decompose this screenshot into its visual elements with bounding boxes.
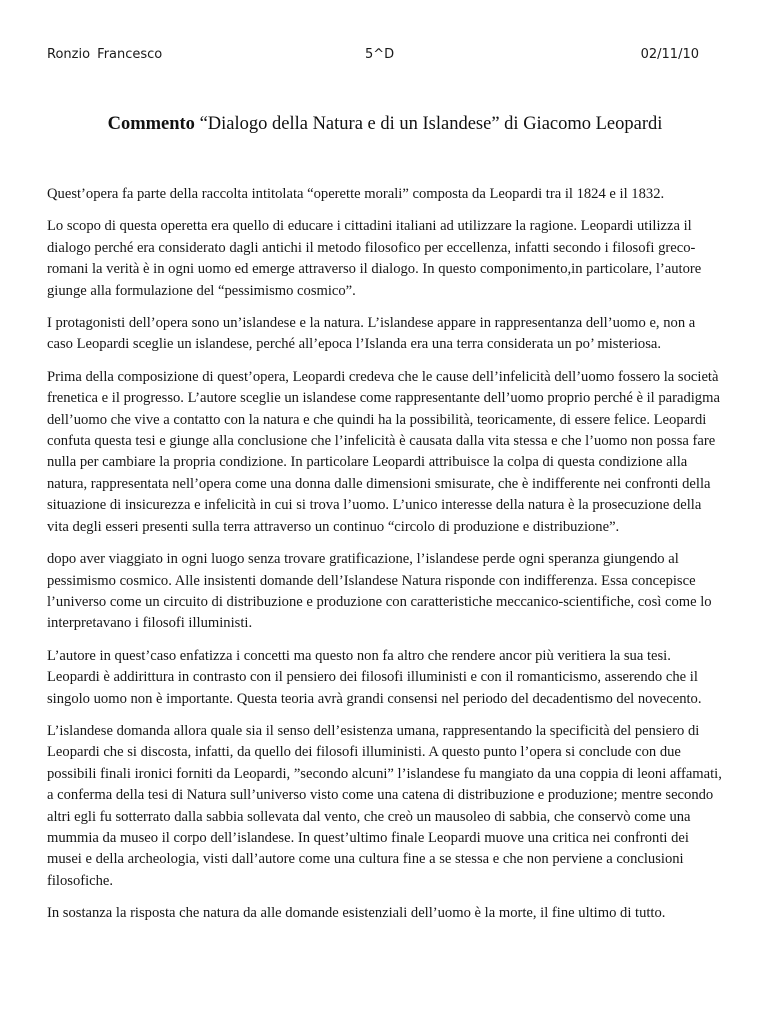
- date-label: 02/11/10: [640, 47, 699, 62]
- paragraph: In sostanza la risposta che natura da alle domande esistenziali dell’uomo è la morte, il fine ultimo di tutto.: [47, 905, 666, 922]
- title-main: “Dialogo della Natura e di un Islandese” di Giacomo Leopardi: [199, 114, 663, 134]
- document-body: [47, 184, 723, 936]
- author-name: Ronzio Francesco: [47, 47, 163, 62]
- paragraph: L’islandese domanda allora quale sia il senso dell’esistenza umana, rappresentando la specificità del pensiero di Leopardi che si discosta, infatti, da quello dei filosofi illuministi. A questo punto l’opera si conclude con due possibili finali ironici forniti da Leopardi, ”secondo alcuni” l’islandese fu mangiato da una coppia di leoni affamati, a conferma della tesi di Natura sull’universo visto come una catena di distribuzione e produzione; mentre secondo altri egli fu sotterrato dalla sabbia sollevata dal vento, che creò un mausoleo di sabbia, che conservò come una mummia da museo il corpo dell’islandese. In quest’ultimo finale Leopardi muove una critica nei confronti dei musei e della archeologia, visti dall’autore come una cultura fine a se stessa e che non perviene a conclusioni filosofiche.: [47, 722, 722, 889]
- page-header: [47, 47, 699, 65]
- paragraph: L’autore in quest’caso enfatizza i concetti ma questo non fa altro che rendere ancor più veritiera la sua tesi. Leopardi è addirittura in contrasto con il pensiero dei filosofi illuministi e con il romanticismo, asserendo che il singolo uomo non è importante. Questa teoria avrà grandi consensi nel periodo del decadentismo del novecento.: [47, 647, 702, 707]
- paragraph: Lo scopo di questa operetta era quello di educare i cittadini italiani ad utilizzare la ragione. Leopardi utilizza il dialogo perché era considerato dagli antichi il metodo filosofico per eccellenza, infatti secondo i filosofi greco-romani la verità è in ogni uomo ed emerge attraverso il dialogo. In questo componimento,in particolare, l’autore giunge alla formulazione del “pessimismo cosmico”.: [47, 218, 702, 299]
- paragraph: I protagonisti dell’opera sono un’islandese e la natura. L’islandese appare in rappresentanza dell’uomo e, non a caso Leopardi sceglie un islandese, perché all’epoca l’Islanda era una terra considerata un po’ misteriosa.: [47, 315, 696, 353]
- class-label: 5^D: [365, 47, 395, 62]
- paragraph: Prima della composizione di quest’opera, Leopardi credeva che le cause dell’infelicità dell’uomo fossero la società frenetica e il progresso. L’autore sceglie un islandese come rappresentante dell’uomo proprio perché è il paradigma dell’uomo che vive a contatto con la natura e che quindi ha la possibilità, teoricamente, di essere felice. Leopardi confuta questa tesi e giunge alla conclusione che l’infelicità è causata dalla vita stessa e che l’uomo non possa fare nulla per cambiare la propria condizione. In particolare Leopardi attribuisce la colpa di questa condizione alla natura, rappresentata nell’opera come una donna dalle dimensioni smisurate, che è indifferente nei confronti della situazione di insicurezza e infelicità in cui si trova l’uomo. L’unico interesse della natura è la prosecuzione della vita degli esseri presenti sulla terra attraverso un continuo “circolo di produzione e distribuzione”.: [47, 368, 720, 535]
- document-title: [47, 114, 723, 135]
- paragraph: dopo aver viaggiato in ogni luogo senza trovare gratificazione, l’islandese perde ogni speranza giungendo al pessimismo cosmico. Alle insistenti domande dell’Islandese Natura risponde con indifferenza. Essa concepisce l’universo come un circuito di distribuzione e produzione con caratteristiche meccanico-scientifiche, così come lo interpretavano i filosofi illuministi.: [47, 551, 712, 632]
- paragraph: Quest’opera fa parte della raccolta intitolata “operette morali” composta da Leopardi tra il 1824 e il 1832.: [47, 186, 665, 202]
- title-prefix: Commento: [107, 114, 195, 134]
